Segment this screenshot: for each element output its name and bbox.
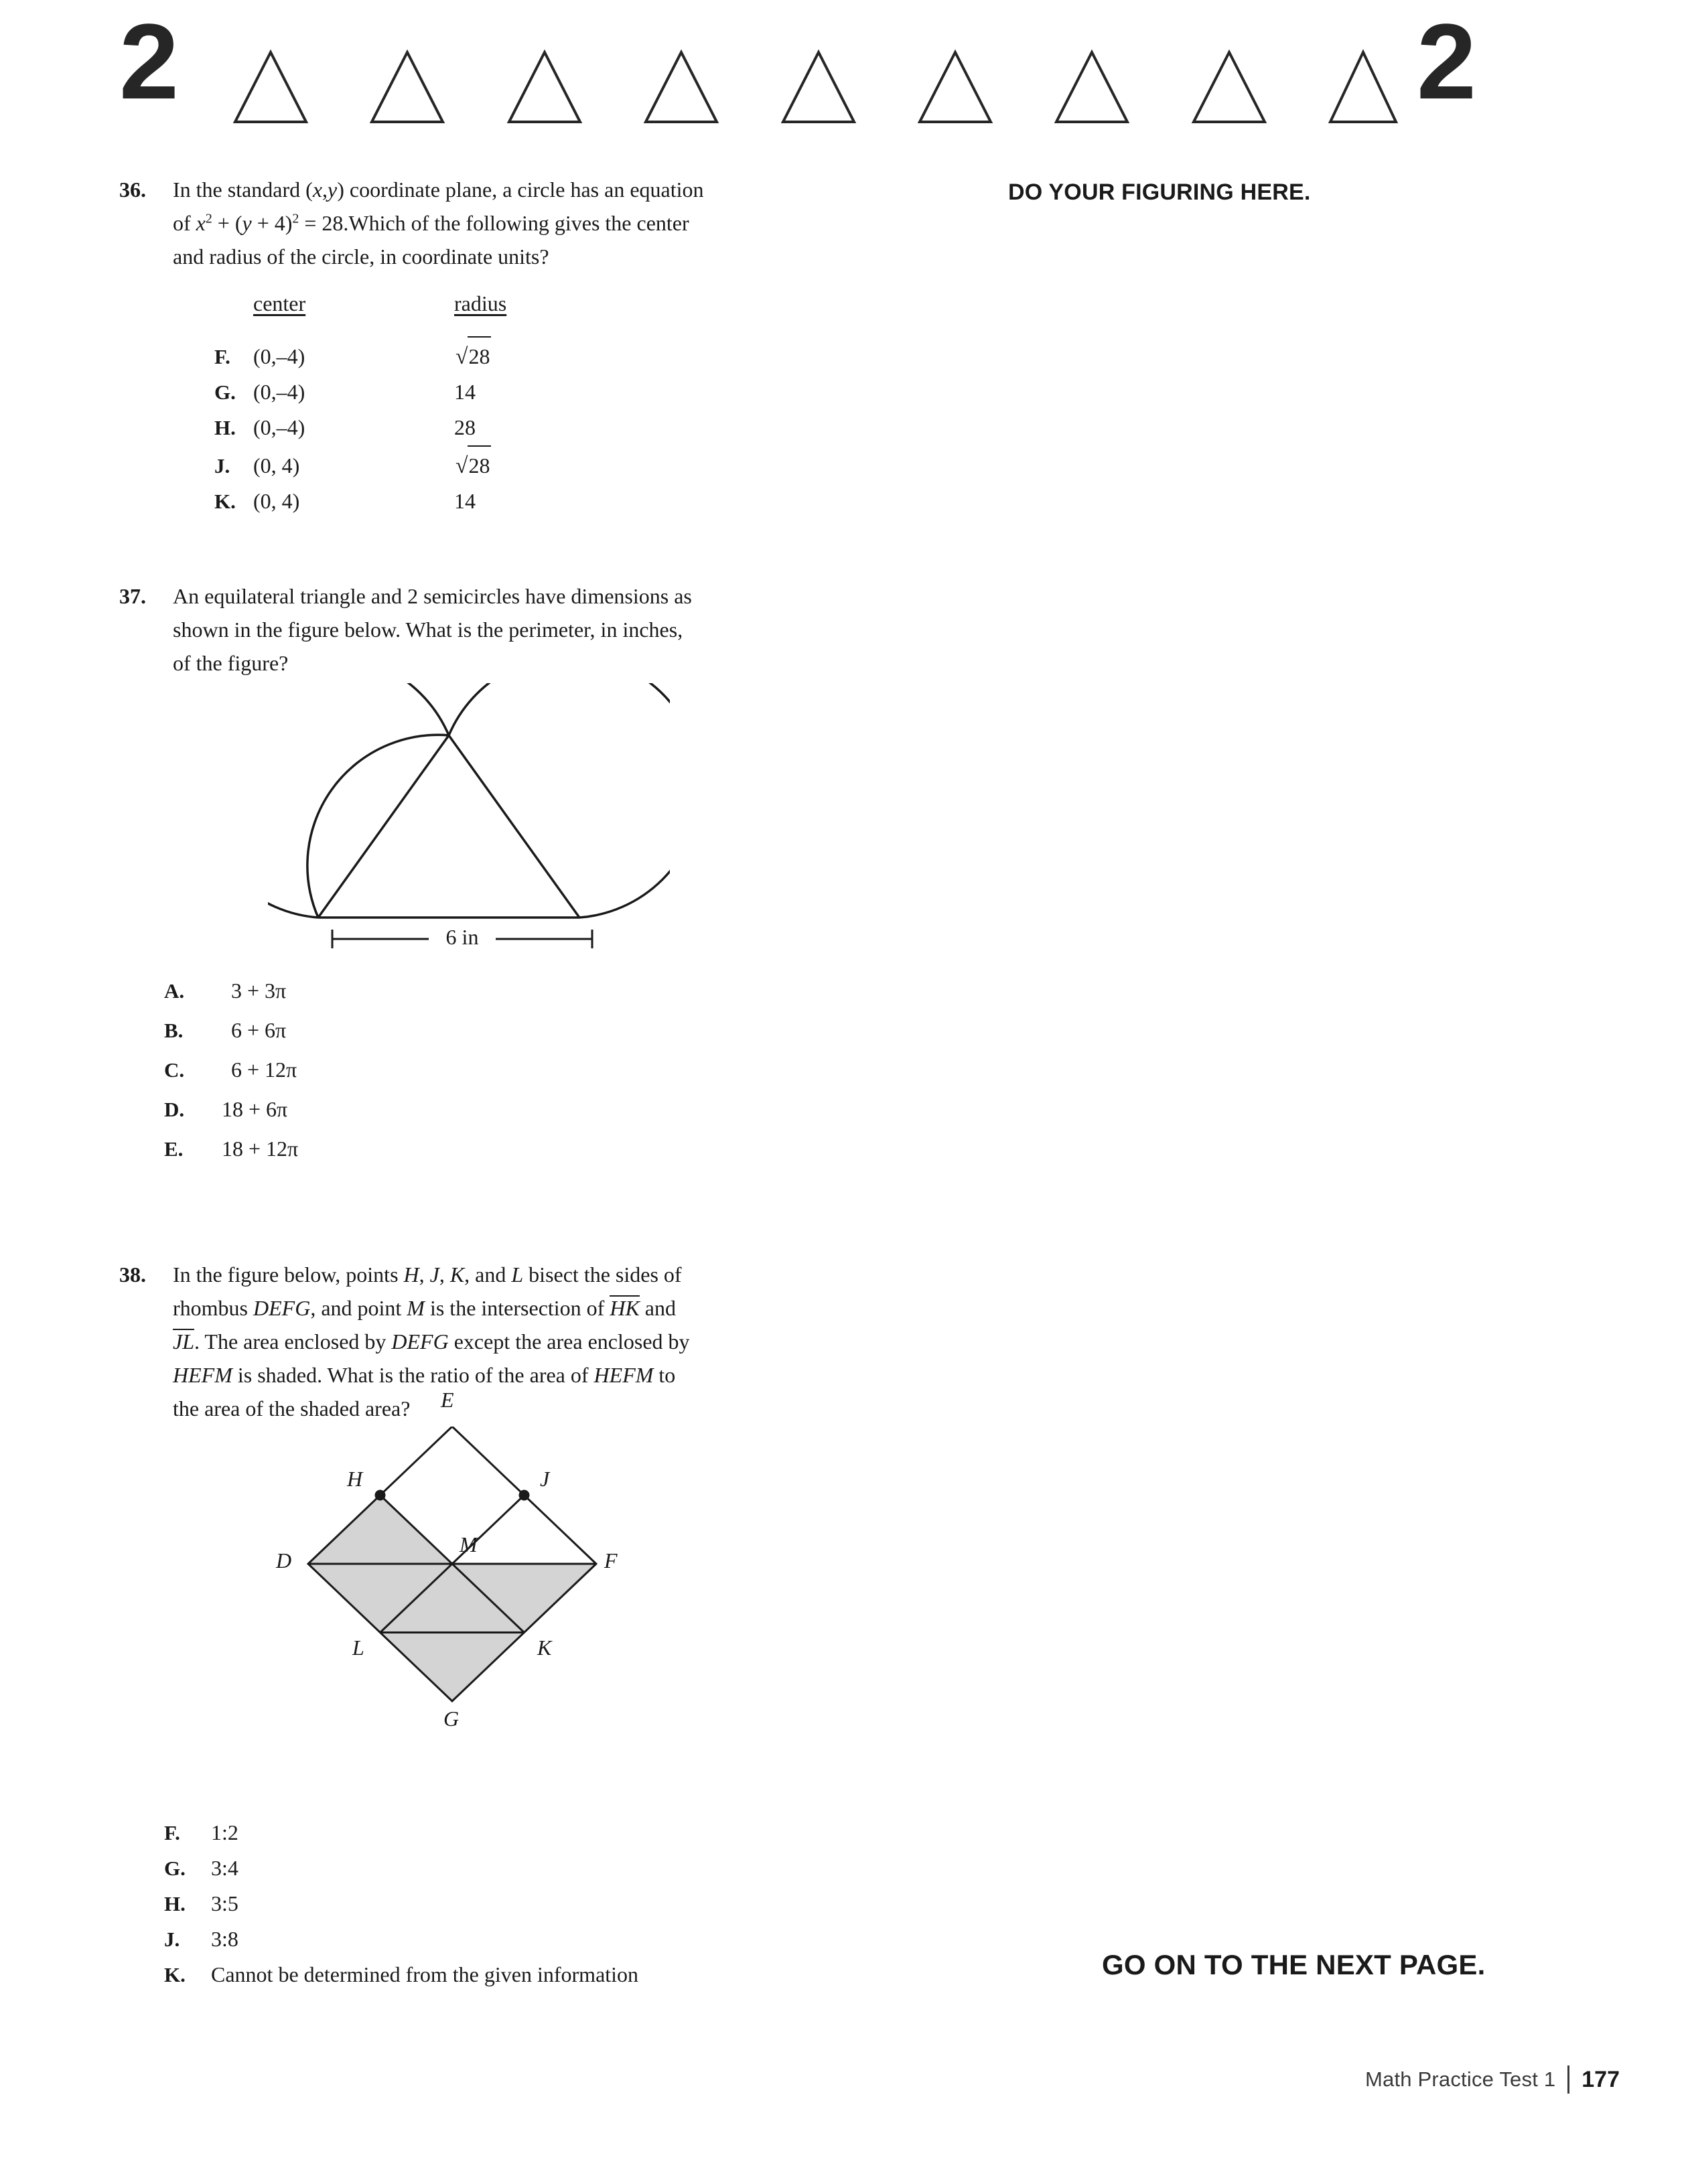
of-word: of: [173, 211, 191, 235]
label-k: K: [537, 1635, 552, 1660]
stem-text-4: and: [644, 1296, 676, 1320]
question-number: 36.: [119, 177, 146, 202]
choice-letter: J.: [214, 454, 230, 478]
choice-value: 18 + 6π: [222, 1097, 288, 1121]
choice-value: 3:8: [211, 1927, 238, 1951]
stem-text-3: Which of the following gives the center: [348, 211, 689, 235]
eq-plus-paren: + (: [217, 211, 242, 235]
eq-var-y: y: [242, 211, 252, 235]
question-stem-line-5: the area of the shaded area?: [173, 1396, 411, 1421]
comma: ,: [322, 177, 328, 202]
choice-radius-value: 14: [454, 489, 476, 513]
region-hefm-2: HEFM: [593, 1363, 654, 1387]
question-number: 38.: [119, 1262, 146, 1287]
dimension-label: 6 in: [445, 925, 479, 949]
segment-hk: HK: [610, 1296, 640, 1320]
stem-text-3: is the intersection of: [429, 1296, 605, 1320]
stem-text: In the figure below, points: [173, 1262, 399, 1287]
choice-letter: K.: [214, 490, 236, 513]
comma-and: , and: [464, 1262, 506, 1287]
question-stem-line-1: [173, 173, 816, 206]
stem-text-2: except the area enclosed by: [453, 1329, 690, 1354]
choice-value: 3 + 3π: [231, 978, 287, 1003]
choice-center-value: (0,–4): [253, 380, 305, 404]
var-x: x: [312, 177, 323, 202]
choice-radius-value: 28: [454, 415, 476, 439]
choice-letter: E.: [164, 1137, 184, 1161]
point-k: K: [449, 1262, 465, 1287]
choice-letter: G.: [164, 1857, 186, 1880]
question-38: [0, 1258, 864, 1425]
choice-letter: B.: [164, 1019, 184, 1042]
label-m: M: [460, 1532, 478, 1556]
stem-text-2: ) coordinate plane, a circle has an equation: [337, 177, 704, 202]
eq-var-x: x: [196, 211, 206, 235]
label-g: G: [443, 1706, 460, 1731]
stem-text-2: , and point: [310, 1296, 402, 1320]
choice-center-value: (0, 4): [253, 453, 300, 478]
point-j: J: [429, 1262, 439, 1287]
choice-radius-value: 14: [454, 380, 476, 404]
question-stem-line-3: of the figure?: [173, 651, 289, 675]
question-stem-line-1: [173, 1258, 816, 1291]
label-l: L: [352, 1635, 364, 1660]
section-number-right: 2: [1417, 1, 1474, 121]
question-stem: [173, 1258, 816, 1425]
footer-test-name: Math Practice Test 1: [1364, 2067, 1556, 2091]
choice-radius-value: √28: [454, 336, 655, 374]
choice-value: 1:2: [211, 1820, 238, 1844]
page-footer: [1365, 2065, 1620, 2094]
figure-dimension-6in: [328, 926, 596, 956]
choice-letter: A.: [164, 979, 185, 1003]
point-dot-j: [519, 1490, 530, 1501]
question-stem-line-4: [173, 1358, 816, 1392]
question-stem: [173, 173, 816, 273]
segment-jl: JL: [173, 1329, 194, 1354]
choice-letter: F.: [214, 345, 230, 368]
label-j: J: [540, 1467, 550, 1491]
label-e: E: [441, 1388, 454, 1412]
question-stem-line-3: [173, 1325, 816, 1358]
column-header-center: center: [253, 291, 306, 315]
choice-letter: C.: [164, 1058, 185, 1082]
eq-equals-28: = 28: [304, 211, 344, 235]
stem-text-2: to: [658, 1363, 676, 1387]
choice-center-value: (0,–4): [253, 415, 305, 439]
choice-letter: H.: [214, 416, 236, 439]
choice-value: 18 + 12π: [222, 1137, 299, 1161]
question-37: [0, 579, 864, 680]
stem-text: In the standard (: [173, 177, 313, 202]
choice-value: 3:5: [211, 1891, 238, 1915]
point-h: H: [403, 1262, 419, 1287]
choice-letter: J.: [164, 1927, 180, 1951]
choice-value: 6 + 6π: [231, 1018, 287, 1042]
question-number: 37.: [119, 584, 146, 608]
stem-text-2: bisect the sides of: [529, 1262, 682, 1287]
stem-text: is shaded. What is the ratio of the area of: [237, 1363, 589, 1387]
choice-center-value: (0, 4): [253, 489, 300, 513]
rhombus-defg: DEFG: [253, 1296, 311, 1320]
comma: ,: [439, 1262, 445, 1287]
stem-text: rhombus: [173, 1296, 248, 1320]
region-hefm: HEFM: [173, 1363, 232, 1387]
choice-value: 3:4: [211, 1856, 238, 1880]
choice-letter: G.: [214, 380, 236, 404]
choice-letter: H.: [164, 1892, 186, 1915]
question-stem: [173, 579, 816, 680]
question-36: [0, 173, 864, 273]
stem-text: . The area enclosed by: [194, 1329, 387, 1354]
column-header-radius: radius: [454, 291, 507, 315]
next-page-note: GO ON TO THE NEXT PAGE.: [1102, 1949, 1486, 1980]
choice-letter: D.: [164, 1098, 185, 1121]
choice-letter: F.: [164, 1821, 180, 1844]
section-number-left: 2: [119, 1, 176, 121]
label-d: D: [276, 1548, 292, 1573]
choice-center-value: (0,–4): [253, 344, 305, 368]
label-h: H: [347, 1467, 363, 1491]
point-l: L: [511, 1262, 524, 1287]
question-stem-line-1: An equilateral triangle and 2 semicircles have dimensions as: [173, 584, 692, 608]
footer-separator: [1567, 2065, 1569, 2094]
choice-value: 6 + 12π: [231, 1058, 297, 1082]
choice-letter: K.: [164, 1963, 186, 1986]
point-m: M: [407, 1296, 425, 1320]
rhombus-defg-2: DEFG: [391, 1329, 449, 1354]
choice-value: Cannot be determined from the given information: [211, 1962, 639, 1986]
comma: ,: [419, 1262, 425, 1287]
figuring-column: [864, 0, 1684, 2184]
eq-period: .: [343, 211, 349, 235]
var-y: y: [328, 177, 338, 202]
footer-page-number: 177: [1582, 2066, 1620, 2092]
question-stem-line-2: [173, 206, 816, 240]
question-stem-line-3: and radius of the circle, in coordinate units?: [173, 244, 549, 269]
label-f: F: [604, 1548, 618, 1573]
question-stem-line-2: shown in the figure below. What is the perimeter, in inches,: [173, 617, 683, 642]
question-stem-line-2: [173, 1291, 816, 1325]
choice-radius-value: √28: [454, 445, 655, 484]
eq-x-exponent: 2: [205, 211, 212, 226]
eq-y-exponent: 2: [292, 211, 299, 226]
figuring-note: DO YOUR FIGURING HERE.: [1008, 179, 1311, 205]
point-dot-h: [375, 1490, 386, 1501]
eq-plus-four: + 4): [257, 211, 293, 235]
